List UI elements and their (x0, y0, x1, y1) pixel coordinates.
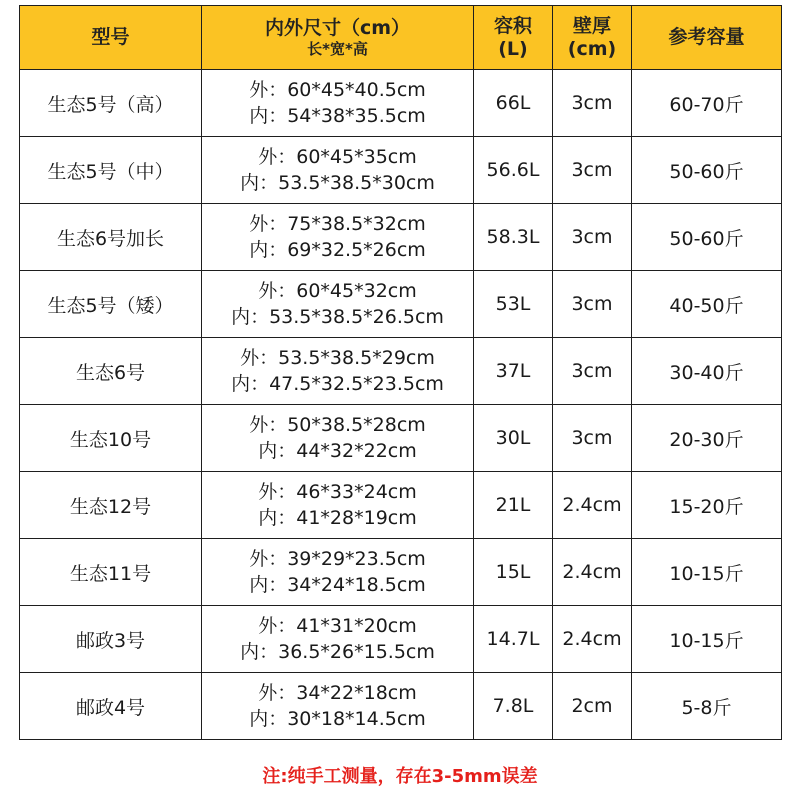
table-row (20, 472, 782, 539)
cell-wall: 3cm (553, 405, 632, 472)
outer-dimensions: 外：60*45*32cm (258, 280, 417, 302)
outer-dimensions: 外：46*33*24cm (258, 481, 417, 503)
inner-dimensions: 内：54*38*35.5cm (249, 105, 426, 127)
outer-dimensions: 外：39*29*23.5cm (249, 548, 426, 570)
cell-model: 生态5号（中） (20, 137, 202, 204)
cell-model: 生态10号 (20, 405, 202, 472)
header-capacity: 参考容量 (632, 6, 782, 70)
table-row (20, 70, 782, 137)
cell-capacity: 20-30斤 (632, 405, 782, 472)
outer-dimensions: 外：60*45*35cm (258, 146, 417, 168)
header-wall-line1: 壁厚 (572, 14, 611, 37)
cell-model: 邮政3号 (20, 606, 202, 673)
cell-volume: 21L (474, 472, 553, 539)
header-volume-line2: (L) (498, 37, 528, 60)
table-row (20, 405, 782, 472)
cell-capacity: 60-70斤 (632, 70, 782, 137)
cell-wall: 3cm (553, 271, 632, 338)
cell-wall: 3cm (553, 70, 632, 137)
outer-dimensions: 外：75*38.5*32cm (249, 213, 426, 235)
cell-volume: 56.6L (474, 137, 553, 204)
measurement-note: 注:纯手工测量，存在3-5mm误差 (262, 766, 538, 787)
cell-dimensions (202, 271, 474, 338)
cell-volume: 53L (474, 271, 553, 338)
cell-volume: 66L (474, 70, 553, 137)
outer-dimensions: 外：60*45*40.5cm (249, 79, 426, 101)
cell-wall: 2.4cm (553, 472, 632, 539)
cell-volume: 58.3L (474, 204, 553, 271)
cell-wall: 2.4cm (553, 606, 632, 673)
table-row (20, 673, 782, 740)
cell-model: 生态5号（矮） (20, 271, 202, 338)
header-model: 型号 (20, 6, 202, 70)
header-wall (553, 6, 632, 70)
header-volume (474, 6, 553, 70)
inner-dimensions: 内：41*28*19cm (258, 507, 417, 529)
table-row (20, 539, 782, 606)
cell-volume: 7.8L (474, 673, 553, 740)
table-row (20, 204, 782, 271)
cell-model: 生态12号 (20, 472, 202, 539)
cell-capacity: 50-60斤 (632, 204, 782, 271)
header-size (202, 6, 474, 70)
table-header-row (20, 6, 782, 70)
header-volume-line1: 容积 (493, 14, 532, 37)
cell-capacity: 15-20斤 (632, 472, 782, 539)
cell-capacity: 50-60斤 (632, 137, 782, 204)
cell-dimensions (202, 472, 474, 539)
cell-wall: 3cm (553, 204, 632, 271)
cell-capacity: 10-15斤 (632, 606, 782, 673)
header-size-line1: 内外尺寸（cm） (264, 17, 411, 39)
cell-dimensions (202, 405, 474, 472)
inner-dimensions: 内：69*32.5*26cm (249, 239, 426, 261)
cell-wall: 3cm (553, 137, 632, 204)
cell-dimensions (202, 673, 474, 740)
cell-wall: 3cm (553, 338, 632, 405)
cell-dimensions (202, 137, 474, 204)
inner-dimensions: 内：47.5*32.5*23.5cm (231, 373, 444, 395)
header-size-line2: 长*宽*高 (307, 40, 368, 58)
inner-dimensions: 内：36.5*26*15.5cm (240, 641, 435, 663)
inner-dimensions: 内：34*24*18.5cm (249, 574, 426, 596)
cell-model: 生态11号 (20, 539, 202, 606)
table-row (20, 137, 782, 204)
outer-dimensions: 外：34*22*18cm (258, 682, 417, 704)
cell-dimensions (202, 338, 474, 405)
cell-dimensions (202, 606, 474, 673)
inner-dimensions: 内：53.5*38.5*30cm (240, 172, 435, 194)
table-row (20, 606, 782, 673)
outer-dimensions: 外：53.5*38.5*29cm (240, 347, 435, 369)
cell-model: 生态6号加长 (20, 204, 202, 271)
table-row (20, 338, 782, 405)
cell-volume: 30L (474, 405, 553, 472)
cell-wall: 2cm (553, 673, 632, 740)
cell-dimensions (202, 539, 474, 606)
inner-dimensions: 内：44*32*22cm (258, 440, 417, 462)
cell-model: 邮政4号 (20, 673, 202, 740)
size-spec-table (19, 5, 782, 740)
cell-volume: 15L (474, 539, 553, 606)
cell-volume: 37L (474, 338, 553, 405)
cell-capacity: 10-15斤 (632, 539, 782, 606)
cell-capacity: 30-40斤 (632, 338, 782, 405)
cell-volume: 14.7L (474, 606, 553, 673)
header-wall-line2: (cm) (567, 37, 617, 60)
table-row (20, 271, 782, 338)
inner-dimensions: 内：30*18*14.5cm (249, 708, 426, 730)
cell-dimensions (202, 204, 474, 271)
cell-dimensions (202, 70, 474, 137)
cell-capacity: 5-8斤 (632, 673, 782, 740)
cell-wall: 2.4cm (553, 539, 632, 606)
cell-capacity: 40-50斤 (632, 271, 782, 338)
inner-dimensions: 内：53.5*38.5*26.5cm (231, 306, 444, 328)
outer-dimensions: 外：50*38.5*28cm (249, 414, 426, 436)
cell-model: 生态5号（高） (20, 70, 202, 137)
outer-dimensions: 外：41*31*20cm (258, 615, 417, 637)
cell-model: 生态6号 (20, 338, 202, 405)
